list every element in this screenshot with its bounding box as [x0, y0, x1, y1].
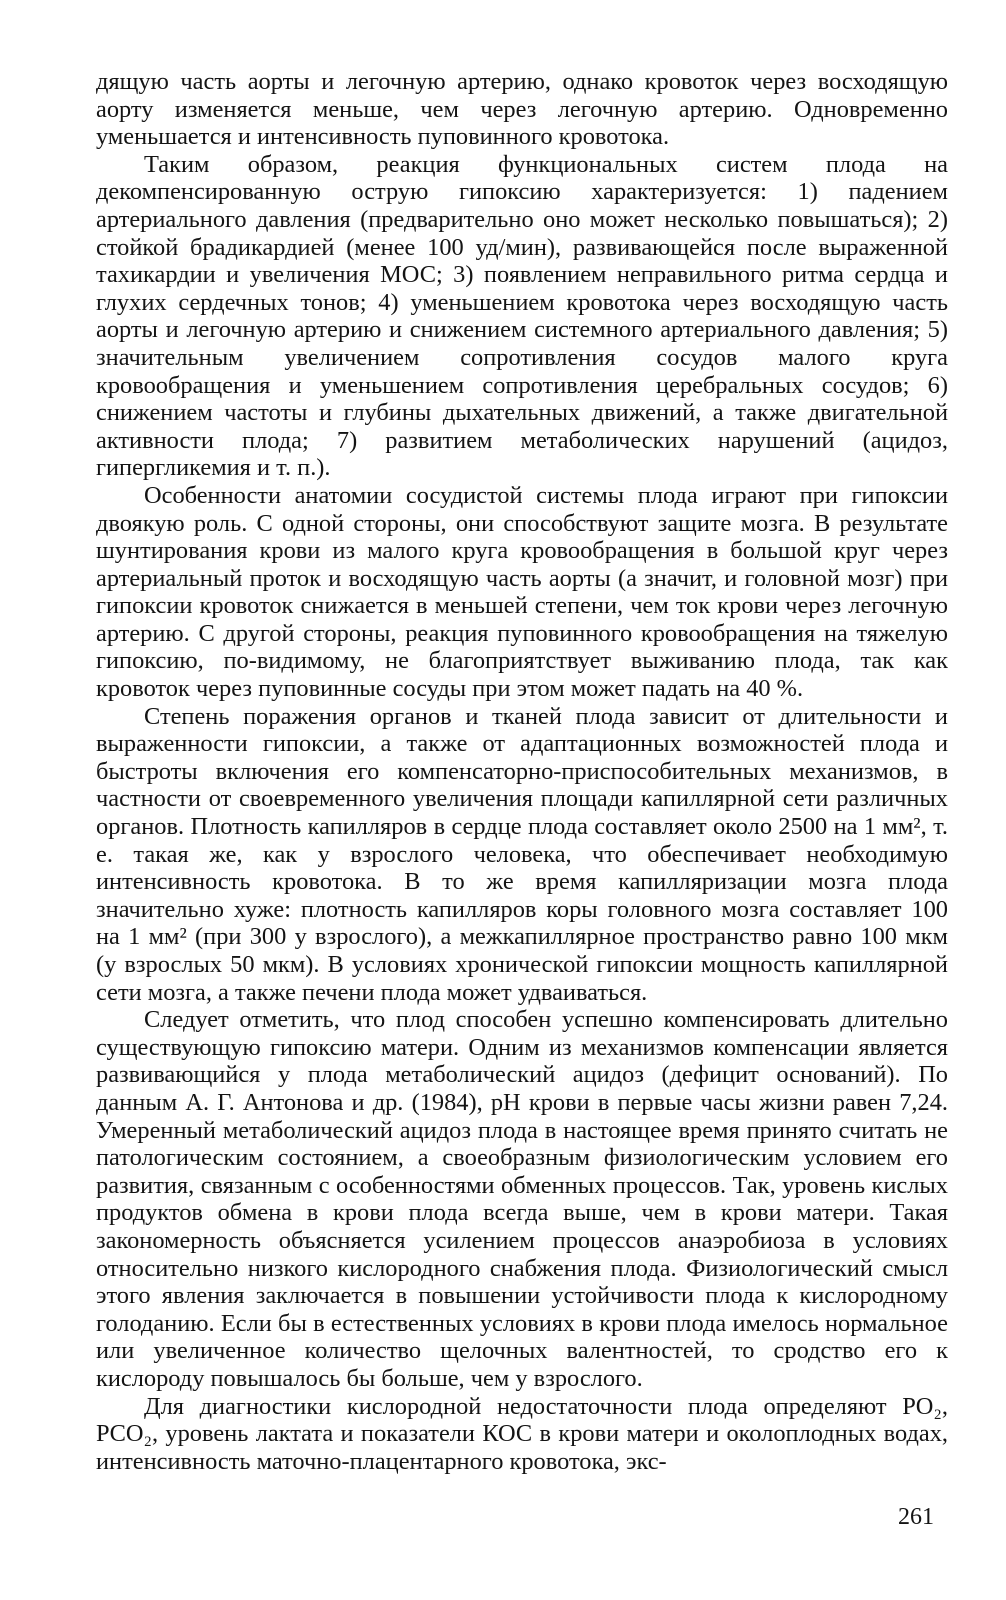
paragraph-compensation: Следует отметить, что плод способен успешно компенсировать длительно существующую гипоксию матери. Одним из механизмов компенсации является развивающийся у плода метаболический ацидоз (дефицит оснований). По данным А. Г. Антонова и др. (1984), pH крови в первые часы жизни равен 7,24. Умеренный метаболический ацидоз плода в настоящее время принято считать не патологическим состоянием, а своеобразным физиологическим условием его развития, связанным с особенностями обменных процессов. Так, уровень кислых продуктов обмена в крови плода всегда выше, чем в крови матери. Такая закономерность объясняется усилением процессов анаэробиоза в условиях относительно низкого кислородного снабжения плода. Физиологический смысл этого явления заключается в повышении устойчивости плода к кислородному голоданию. Если бы в естественных условиях в крови плода имелось нормальное или увеличенное количество щелочных валентностей, то сродство его к кислороду повышалось бы больше, чем у взрослого. — [96, 1006, 948, 1392]
paragraph-vascular-anatomy: Особенности анатомии сосудистой системы плода играют при гипоксии двоякую роль. С одной стороны, они способствуют защите мозга. В результате шунтирования крови из малого круга кровообращения в большой круг через артериальный проток и восходящую часть аорты (а значит, и головной мозг) при гипоксии кровоток снижается в меньшей степени, чем ток крови через легочную артерию. С другой стороны, реакция пуповинного кровообращения на тяжелую гипоксию, по-видимому, не благоприятствует выживанию плода, так как кровоток через пуповинные сосуды при этом может падать на 40 %. — [96, 481, 948, 703]
paragraph-functional-reaction: Таким образом, реакция функциональных систем плода на декомпенсированную острую гипоксию характеризуется: 1) падением артериального давления (предварительно оно может несколько повышаться); 2) стойкой брадикардией (менее 100 уд/мин), развивающейся после выраженной тахикардии и увеличения МОС; 3) появлением неправильного ритма сердца и глухих сердечных тонов; 4) уменьшением кровотока через восходящую часть аорты и легочную артерию и снижением системного артериального давления; 5) значительным увеличением сопротивления сосудов малого круга кровообращения и уменьшением сопротивления церебральных сосудов; 6) снижением частоты и глубины дыхательных движений, а также двигательной активности плода; 7) развитием метаболических нарушений (ацидоз, гипергликемия и т. п.). — [96, 150, 948, 482]
paragraph-continued: дящую часть аорты и легочную артерию, однако кровоток через восходящую аорту изменяется меньше, чем через легочную артерию. Одновременно уменьшается и интенсивность пуповинного кровотока. — [96, 68, 948, 151]
paragraph-diagnostics: Для диагностики кислородной недостаточности плода определяют PO₂, PCO₂, уровень лактата и показатели КОС в крови матери и околоплодных водах, интенсивность маточно-плацентарного кровотока, экс- — [96, 1392, 948, 1475]
page-number: 261 — [898, 1504, 934, 1530]
paragraph-damage-degree: Степень поражения органов и тканей плода зависит от длительности и выраженности гипоксии, а также от адаптационных возможностей плода и быстроты включения его компенсаторно-приспособительных механизмов, в частности от своевременного увеличения площади капиллярной сети различных органов. Плотность капилляров в сердце плода составляет около 2500 на 1 мм², т. е. такая же, как у взрослого человека, что обеспечивает необходимую интенсивность кровотока. В то же время капилляризации мозга плода значительно хуже: плотность капилляров коры головного мозга составляет 100 на 1 мм² (при 300 у взрослого), а межкапиллярное пространство равно 100 мкм (у взрослых 50 мкм). В условиях хронической гипоксии мощность капиллярной сети мозга, а также печени плода может удваиваться. — [96, 702, 948, 1006]
body-text — [96, 68, 948, 1475]
